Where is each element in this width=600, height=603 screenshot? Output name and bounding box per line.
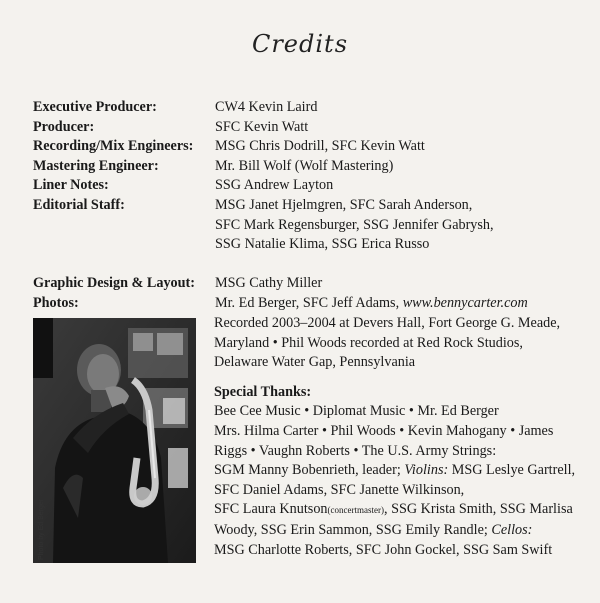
credit-name: SFC Kevin Watt bbox=[215, 118, 309, 135]
recorded-line: Recorded 2003–2004 at Devers Hall, Fort George G. Meade, bbox=[214, 315, 561, 331]
photo-credit: Photo by Ed Berger bbox=[38, 498, 45, 560]
credit-row bbox=[33, 196, 593, 255]
thanks-line: Bee Cee Music • Diplomat Music • Mr. Ed Berger bbox=[214, 403, 499, 420]
credit-row bbox=[33, 98, 593, 118]
recorded-line: Delaware Water Gap, Pennsylvania bbox=[214, 354, 416, 371]
thanks-text: SGM Manny Bobenrieth, leader; bbox=[214, 462, 405, 479]
section-label: Violins: bbox=[404, 462, 449, 479]
saxophonist-photo bbox=[33, 318, 196, 563]
credit-row bbox=[33, 118, 593, 138]
credit-name: MSG Janet Hjelmgren, SFC Sarah Anderson, bbox=[215, 196, 473, 213]
thanks-line bbox=[214, 461, 584, 481]
credit-names bbox=[215, 196, 593, 255]
credit-row bbox=[33, 274, 593, 294]
thanks-line: Riggs • Vaughn Roberts • The U.S. Army Strings: bbox=[214, 442, 497, 459]
credit-role: Liner Notes: bbox=[33, 177, 109, 194]
section-label: Cellos: bbox=[491, 521, 533, 538]
credit-row bbox=[33, 294, 593, 314]
thanks-text: , SSG Krista Smith, SSG Marlisa bbox=[383, 501, 573, 518]
recording-notes bbox=[214, 314, 584, 560]
credit-row bbox=[33, 176, 593, 196]
recorded-line: Maryland • Phil Woods recorded at Red Rock Studios, bbox=[214, 334, 523, 351]
credit-name bbox=[215, 294, 593, 314]
credit-name: SSG Natalie Klima, SSG Erica Russo bbox=[215, 236, 430, 253]
credit-row bbox=[33, 137, 593, 157]
special-thanks-heading: Special Thanks: bbox=[214, 383, 312, 400]
credit-role: Recording/Mix Engineers: bbox=[33, 138, 194, 155]
credit-role: Editorial Staff: bbox=[33, 196, 125, 213]
thanks-text: MSG Leslye Gartrell, bbox=[448, 462, 576, 479]
credit-name: SFC Mark Regensburger, SSG Jennifer Gabrysh, bbox=[215, 216, 494, 233]
thanks-line bbox=[214, 500, 584, 521]
thanks-line: MSG Charlotte Roberts, SFC John Gockel, SSG Sam Swift bbox=[214, 541, 553, 558]
thanks-text: SFC Laura Knutson bbox=[214, 501, 328, 518]
website-text: www.bennycarter.com bbox=[402, 294, 528, 311]
credit-name: MSG Chris Dodrill, SFC Kevin Watt bbox=[215, 138, 425, 155]
credit-name: MSG Cathy Miller bbox=[215, 275, 323, 292]
credit-role: Graphic Design & Layout: bbox=[33, 275, 195, 292]
credit-row bbox=[33, 157, 593, 177]
page-title: Credits bbox=[251, 30, 349, 58]
thanks-line: Mrs. Hilma Carter • Phil Woods • Kevin Mahogany • James bbox=[214, 422, 554, 439]
thanks-line: SFC Daniel Adams, SFC Janette Wilkinson, bbox=[214, 481, 465, 498]
credit-role: Photos: bbox=[33, 294, 79, 311]
credit-name: CW4 Kevin Laird bbox=[215, 99, 318, 115]
thanks-line bbox=[214, 521, 584, 541]
thanks-text: Woody, SSG Erin Sammon, SSG Emily Randle; bbox=[214, 521, 492, 538]
credit-name-text: Mr. Ed Berger, SFC Jeff Adams, bbox=[215, 294, 403, 311]
concertmaster-note: (concertmaster) bbox=[327, 505, 384, 516]
credit-role: Producer: bbox=[33, 118, 95, 135]
credit-name: Mr. Bill Wolf (Wolf Mastering) bbox=[215, 157, 394, 174]
credit-role: Mastering Engineer: bbox=[33, 157, 159, 174]
credit-role: Executive Producer: bbox=[33, 99, 157, 115]
credits-list bbox=[33, 98, 593, 314]
credit-name: SSG Andrew Layton bbox=[215, 177, 334, 194]
